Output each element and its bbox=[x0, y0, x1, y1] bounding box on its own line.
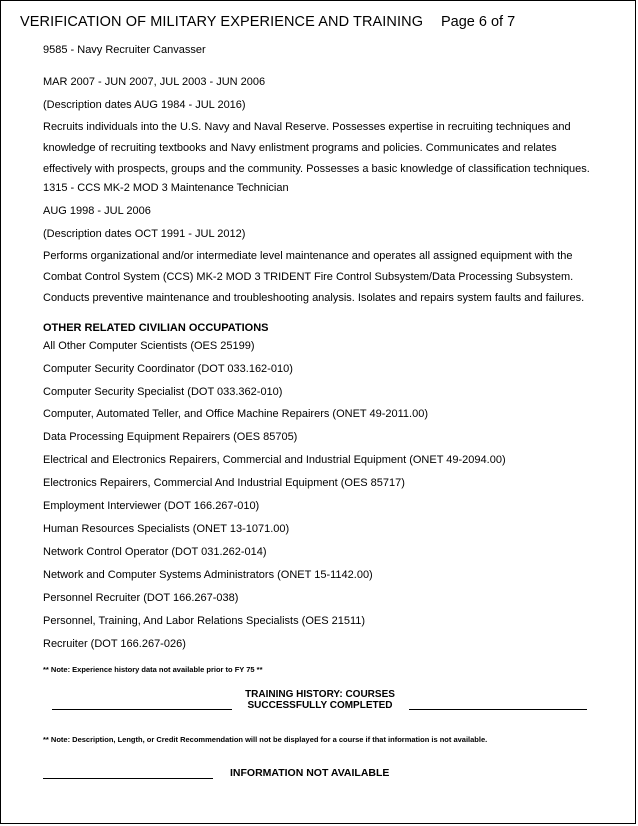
occupation-item: Employment Interviewer (DOT 166.267-010) bbox=[43, 500, 260, 512]
divider-line bbox=[409, 709, 587, 710]
occupation-item: Network Control Operator (DOT 031.262-014) bbox=[43, 546, 267, 558]
page-number: Page 6 of 7 bbox=[441, 14, 516, 30]
occupation-item: Network and Computer Systems Administrators (ONET 15-1142.00) bbox=[43, 569, 373, 581]
occupation-item: Personnel Recruiter (DOT 166.267-038) bbox=[43, 592, 239, 604]
rating-description-dates: (Description dates OCT 1991 - JUL 2012) bbox=[43, 228, 246, 240]
rating-code-title: 9585 - Navy Recruiter Canvasser bbox=[43, 44, 206, 56]
rating-service-dates: MAR 2007 - JUN 2007, JUL 2003 - JUN 2006 bbox=[43, 76, 266, 88]
divider-line bbox=[52, 709, 232, 710]
occupation-item: Electronics Repairers, Commercial And Industrial Equipment (OES 85717) bbox=[43, 477, 405, 489]
occupation-item: Human Resources Specialists (ONET 13-1071.00) bbox=[43, 523, 290, 535]
rating-description-dates: (Description dates AUG 1984 - JUL 2016) bbox=[43, 99, 246, 111]
occupation-item: Computer Security Specialist (DOT 033.362-010) bbox=[43, 386, 283, 398]
document-title: VERIFICATION OF MILITARY EXPERIENCE AND TRAINING bbox=[20, 14, 424, 30]
occupation-item: Computer Security Coordinator (DOT 033.162-010) bbox=[43, 363, 293, 375]
training-history-heading bbox=[231, 689, 409, 711]
occupation-item: Computer, Automated Teller, and Office Machine Repairers (ONET 49-2011.00) bbox=[43, 408, 428, 420]
occupation-item: Personnel, Training, And Labor Relations Specialists (OES 21511) bbox=[43, 615, 366, 627]
training-heading-line2: SUCCESSFULLY COMPLETED bbox=[247, 700, 393, 711]
occupation-item: Electrical and Electronics Repairers, Commercial and Industrial Equipment (ONET 49-2094.00) bbox=[43, 454, 506, 466]
courses-note: ** Note: Description, Length, or Credit Recommendation will not be displayed for a course if that information is not available. bbox=[43, 735, 488, 744]
occupations-heading: OTHER RELATED CIVILIAN OCCUPATIONS bbox=[43, 322, 269, 334]
rating-service-dates: AUG 1998 - JUL 2006 bbox=[43, 205, 151, 217]
training-heading-line1: TRAINING HISTORY: COURSES bbox=[245, 689, 395, 700]
rating-code-title: 1315 - CCS MK-2 MOD 3 Maintenance Technician bbox=[43, 182, 289, 194]
divider-line bbox=[43, 778, 213, 779]
information-not-available: INFORMATION NOT AVAILABLE bbox=[230, 767, 390, 779]
rating-description: Recruits individuals into the U.S. Navy and Naval Reserve. Possesses expertise in recruiting techniques and knowledge of recruiting textbooks and Navy enlistment programs and policies. Communicates and relates effectively with prospects, groups and the community. Possesses a basic knowledge of classification techniques. bbox=[43, 121, 590, 175]
occupation-item: Data Processing Equipment Repairers (OES 85705) bbox=[43, 431, 298, 443]
experience-note: ** Note: Experience history data not available prior to FY 75 ** bbox=[43, 665, 263, 674]
rating-description: Performs organizational and/or intermediate level maintenance and operates all assigned equipment with the Combat Control System (CCS) MK-2 MOD 3 TRIDENT Fire Control Subsystem/Data Processing Subsystem. Conducts preventive maintenance and troubleshooting analysis. Isolates and repairs system faults and failures. bbox=[43, 250, 585, 304]
occupation-item: All Other Computer Scientists (OES 25199) bbox=[43, 340, 255, 352]
occupation-item: Recruiter (DOT 166.267-026) bbox=[43, 638, 186, 650]
